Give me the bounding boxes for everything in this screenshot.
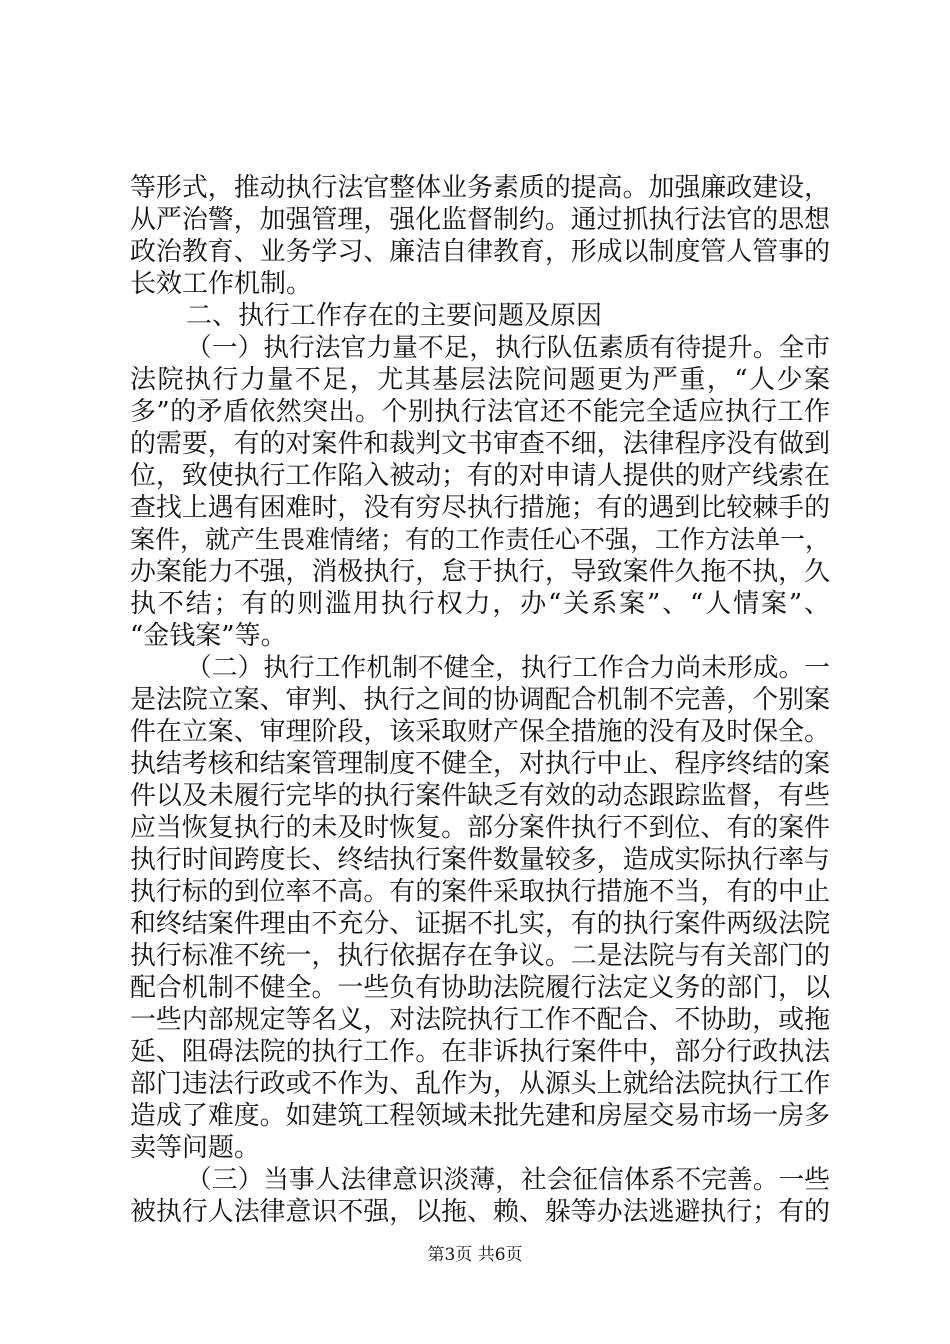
text-line: 应当恢复执行的未及时恢复。部分案件执行不到位、有的案件 (130, 813, 830, 843)
text-line: 政治教育、业务学习、廉洁自律教育，形成以制度管人管事的 (130, 237, 830, 267)
text-line: 是法院立案、审判、执行之间的协调配合机制不完善，个别案 (130, 685, 830, 715)
text-line: 执行时间跨度长、终结执行案件数量较多，造成实际执行率与 (130, 845, 830, 875)
text-line: 延、阻碍法院的执行工作。在非诉执行案件中，部分行政执法 (130, 1037, 830, 1067)
text-line: 多”的矛盾依然突出。个别执行法官还不能完全适应执行工作 (130, 397, 830, 427)
text-line: 等形式，推动执行法官整体业务素质的提高。加强廉政建设， (130, 173, 830, 203)
text-line: 卖等问题。 (130, 1133, 261, 1163)
text-line: 案件，就产生畏难情绪；有的工作责任心不强，工作方法单一， (130, 525, 830, 554)
text-line: 长效工作机制。 (130, 269, 313, 299)
page-footer: 第3页 共6页 (427, 1245, 523, 1265)
text-line: 位，致使执行工作陷入被动；有的对申请人提供的财产线索在 (130, 461, 830, 491)
text-line: 件以及未履行完毕的执行案件缺乏有效的动态跟踪监督，有些 (130, 781, 830, 811)
text-line: 从严治警，加强管理，强化监督制约。通过抓执行法官的思想 (130, 205, 830, 235)
body-text (130, 172, 830, 1228)
text-line: 件在立案、审理阶段，该采取财产保全措施的没有及时保全。 (130, 717, 830, 747)
text-line: “金钱案”等。 (130, 621, 287, 651)
text-line: 办案能力不强，消极执行，怠于执行，导致案件久拖不执，久 (130, 557, 830, 587)
text-line: （二）执行工作机制不健全，执行工作合力尚未形成。一 (186, 653, 830, 683)
text-line: 法院执行力量不足，尤其基层法院问题更为严重，“人少案 (130, 365, 830, 395)
text-line: 一些内部规定等名义，对法院执行工作不配合、不协助，或拖 (130, 1005, 830, 1035)
text-line: 执结考核和结案管理制度不健全，对执行中止、程序终结的案 (130, 749, 830, 779)
text-line: （一）执行法官力量不足，执行队伍素质有待提升。全市 (186, 333, 830, 363)
text-line: （三）当事人法律意识淡薄，社会征信体系不完善。一些 (186, 1165, 830, 1195)
text-line: 的需要，有的对案件和裁判文书审查不细，法律程序没有做到 (130, 429, 830, 459)
text-line: 执行标的到位率不高。有的案件采取执行措施不当，有的中止 (130, 877, 830, 907)
text-line: 执不结；有的则滥用执行权力，办“关系案”、“人情案”、 (130, 589, 830, 619)
text-line: 配合机制不健全。一些负有协助法院履行法定义务的部门，以 (130, 973, 830, 1003)
text-line: 查找上遇有困难时，没有穷尽执行措施；有的遇到比较棘手的 (130, 493, 830, 523)
text-line: 和终结案件理由不充分、证据不扎实，有的执行案件两级法院 (130, 909, 830, 939)
text-line: 执行标准不统一，执行依据存在争议。二是法院与有关部门的 (130, 941, 830, 971)
text-line: 造成了难度。如建筑工程领域未批先建和房屋交易市场一房多 (130, 1101, 830, 1131)
text-line: 被执行人法律意识不强，以拖、赖、躲等办法逃避执行；有的 (130, 1197, 830, 1227)
text-line: 部门违法行政或不作为、乱作为，从源头上就给法院执行工作 (130, 1069, 830, 1099)
text-line: 二、执行工作存在的主要问题及原因 (186, 301, 603, 331)
